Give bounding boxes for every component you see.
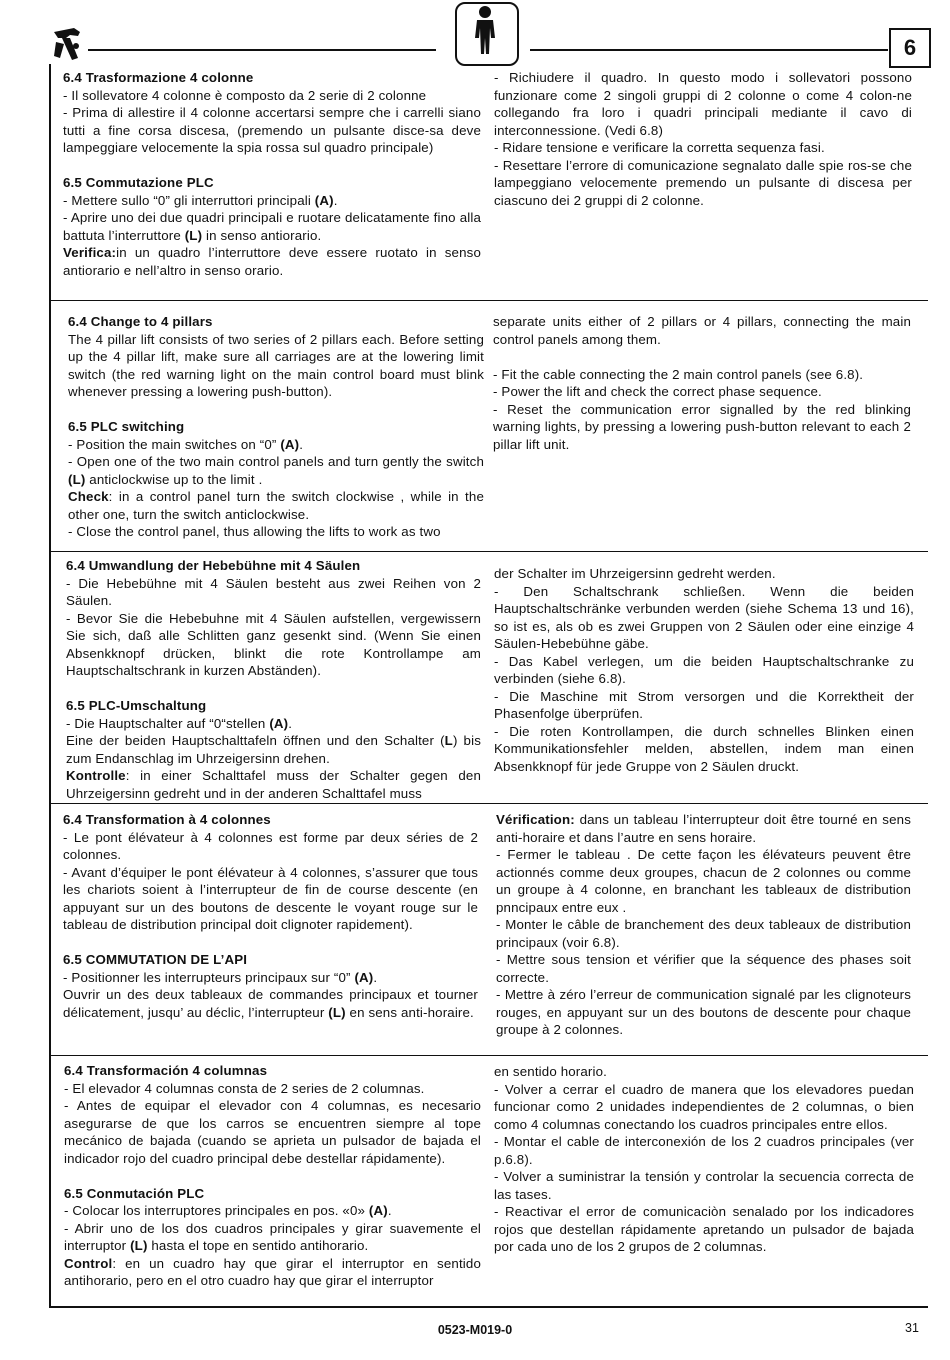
paragraph: Verifica:in un quadro l’interruttore deve essere ruotato in senso antiorario e nell’altro in senso orario. — [63, 245, 481, 278]
section-fr-right — [496, 811, 911, 1039]
paragraph: - El elevador 4 columnas consta de 2 series de 2 columnas. — [64, 1080, 425, 1096]
paragraph: Control: en un cuadro hay que girar el interruptor en sentido antihorario, pero en el otro cuadro hay que girar el interruptor — [64, 1255, 481, 1288]
heading-6-4-it: 6.4 Trasformazione 4 colonne — [63, 70, 254, 85]
page-number: 31 — [905, 1321, 919, 1335]
paragraph: - Die Hebebühne mit 4 Säulen besteht aus zwei Reihen von 2 Säulen. — [66, 575, 481, 608]
paragraph: der Schalter im Uhrzeigersinn gedreht werden. — [494, 566, 776, 581]
section-divider — [49, 1055, 928, 1056]
hammer-tool-logo-icon — [48, 24, 88, 62]
paragraph: - Bevor Sie die Hebebuhne mit 4 Säulen aufstellen, vergewissern Sie sich, daß alle Schlitten ganz gesenkt sind. (Wenn Sie einen Absenkknopf drücken, blinkt die rote Kontrollampe am Hauptschaltschrank in kurzen Abständen). — [66, 610, 481, 678]
paragraph: - Resettare l’errore di comunicazione segnalato dalle spie ros-se che lampeggiano velocemente premendo un pulsante di discesa per ciascuno dei 2 gruppi di 2 colonne. — [494, 157, 912, 208]
paragraph: - Prima di allestire il 4 colonne accertarsi sempre che i carrelli siano tutti a fine corsa discesa, (premendo un pulsante disce-sa deve lampeggiare velocemente la spia rossa sul quadro principale) — [63, 105, 481, 155]
heading-6-4-en: 6.4 Change to 4 pillars — [68, 314, 213, 329]
paragraph: - Das Kabel verlegen, um die beiden Hauptschaltschranke zu verbinden (siehe 6.8). — [494, 653, 914, 686]
paragraph: - Mettre sous tension et vérifier que la séquence des phases soit correcte. — [496, 952, 911, 985]
paragraph: - Abrir uno de los dos cuadros principales y girar suavemente el interruptor (L) hasta el tope en sentido antihorario. — [64, 1220, 481, 1253]
section-divider-bottom — [49, 1306, 928, 1308]
paragraph: - Position the main switches on “0” (A). — [68, 436, 304, 452]
heading-6-5-it: 6.5 Commutazione PLC — [63, 175, 214, 190]
paragraph: The 4 pillar lift consists of two series of 2 pillars each. Before setting up the 4 pillar lift, make sure all carriages are at the lowering limit switch (the red warning light on the main control board must blink whenever pressing a lowering push-button). — [68, 331, 484, 399]
section-fr-left — [63, 811, 478, 1021]
paragraph: - Volver a cerrar el cuadro de manera que los elevadores puedan funcionar como 2 unidades independientes de 2 columnas, o bien como 4 columnas conectando los cuadros principales entre ellos. — [494, 1081, 914, 1132]
paragraph: - Il sollevatore 4 colonne è composto da 2 serie di 2 colonne — [63, 87, 427, 103]
paragraph: Eine der beiden Hauptschalttafeln öffnen und den Schalter (L) bis zum Endanschlag im Uhrzeigersinn drehen. — [66, 733, 482, 766]
heading-6-4-fr: 6.4 Transformation à 4 colonnes — [63, 812, 271, 827]
paragraph: Vérification: dans un tableau l’interrupteur doit être tourné en sens anti-horaire et dans l’autre en sens horaire. — [496, 812, 911, 845]
paragraph: - Reactivar el error de comunicaciòn senalado por los indicadores rojos que destellan rápidamente apretando un pulsador de bajada por cada uno de los 2 grupos de 2 columnas. — [494, 1204, 914, 1254]
paragraph: - Die roten Kontrollampen, die durch schnelles Blinken einen Kommunikationsfehler melden, abstellen, indem man einen Absenkknopf für jede Gruppe von 2 Säulen druckt. — [494, 723, 914, 774]
paragraph: - Aprire uno dei due quadri principali e ruotare delicatamente fino alla battuta l’interruttore (L) in senso antiorario. — [63, 210, 481, 243]
heading-6-5-de: 6.5 PLC-Umschaltung — [66, 698, 207, 713]
paragraph: - Die Hauptschalter auf “0“stellen (A). — [66, 715, 293, 731]
paragraph: - Volver a suministrar la tensión y controlar la secuencia correcta de las tases. — [494, 1169, 914, 1202]
paragraph: Kontrolle: in einer Schalttafel muss der Schalter gegen den Uhrzeigersinn gedreht und in der anderen Schalttafel muss — [66, 768, 481, 801]
paragraph: en sentido horario. — [494, 1064, 607, 1079]
left-margin-rule — [49, 64, 51, 1308]
heading-6-5-en: 6.5 PLC switching — [68, 419, 185, 434]
paragraph: - Power the lift and check the correct phase sequence. — [493, 384, 822, 399]
paragraph: separate units either of 2 pillars or 4 pillars, connecting the main control panels among them. — [493, 314, 911, 347]
section-it-right — [494, 69, 912, 209]
heading-6-5-es: 6.5 Conmutación PLC — [64, 1185, 205, 1201]
paragraph: - Open one of the two main control panels and turn gently the switch (L) anticlockwise up to the limit . — [68, 454, 484, 487]
header-rule-right — [530, 49, 888, 51]
paragraph: - Den Schaltschrank schließen. Wenn die beiden Hauptschaltschränke verbunden werden (siehe Schema 13 und 16), so ist es, als ob es zwei Gruppen von 2 Säulen oder eine einzige 4 Säulen-Hebebühne gäbe. — [494, 583, 914, 651]
paragraph: - Fit the cable connecting the 2 main control panels (see 6.8). — [493, 366, 864, 382]
section-it-left — [63, 69, 481, 279]
section-de-right — [494, 565, 914, 775]
paragraph: Check: in a control panel turn the switch clockwise , while in the other one, turn the switch anticlockwise. — [68, 489, 484, 522]
paragraph: - Antes de equipar el elevador con 4 columnas, es necesario asegurarse de que los carros se encuentren siempre al tope mecánico de bajada (cuando se aprieta un pulsador de bajada el indicador rojo del cuadro principal debe destellar rápidamente). — [64, 1098, 481, 1166]
person-standing-icon — [455, 2, 515, 62]
section-de-left — [66, 557, 481, 802]
paragraph: - Richiudere il quadro. In questo modo i sollevatori possono funzionare come 2 singoli gruppi di 2 colonne o come 4 colon-ne collegando fra loro i quadri principali mediante il cavo di interconnessione. (Vedi 6.8) — [494, 70, 912, 138]
document-code: 0523-M019-0 — [437, 1323, 513, 1337]
paragraph: - Die Maschine mit Strom versorgen und die Korrektheit der Phasenfolge überprüfen. — [494, 688, 914, 721]
paragraph: - Colocar los interruptores principales en pos. «0» (A). — [64, 1203, 392, 1218]
section-en-left — [68, 313, 484, 541]
paragraph: Ouvrir un des deux tableaux de commandes principaux et tourner délicatement, jusqu’ au déclic, l’interrupteur (L) en sens anti-horaire. — [63, 987, 478, 1020]
header-rule-left — [88, 49, 436, 51]
heading-6-4-es: 6.4 Transformación 4 columnas — [64, 1063, 268, 1078]
paragraph: - Ridare tensione e verificare la corretta sequenza fasi. — [494, 140, 825, 155]
paragraph: - Close the control panel, thus allowing the lifts to work as two — [68, 524, 441, 539]
section-divider — [49, 803, 928, 804]
section-es-right — [494, 1063, 914, 1256]
section-divider — [49, 300, 928, 301]
paragraph: - Le pont élévateur à 4 colonnes est forme par deux séries de 2 colonnes. — [63, 829, 478, 862]
heading-6-5-fr: 6.5 COMMUTATION DE L’API — [63, 952, 248, 967]
paragraph: - Monter le câble de branchement des deux tableaux de distribution principaux (voir 6.8). — [496, 917, 911, 950]
paragraph: - Avant d’équiper le pont élévateur à 4 colonnes, s’assurer que tous les chariots soient à l’interrupteur de fin de course descente (en appuyant sur un des boutons de descente le voyant rouge sur le tableau de distribution principal doit clignoter rapidement). — [63, 864, 478, 932]
paragraph: - Mettere sullo “0” gli interruttori principali (A). — [63, 192, 338, 208]
paragraph: - Montar el cable de interconexión de los 2 cuadros principales (ver p.6.8). — [494, 1134, 914, 1167]
operator-symbol-box — [455, 2, 519, 66]
section-es-left — [64, 1062, 481, 1290]
heading-6-4-de: 6.4 Umwandlung der Hebebühne mit 4 Säulen — [66, 558, 361, 573]
paragraph: - Reset the communication error signalled by the red blinking warning lights, by pressing a lowering push-button relevant to each 2 pillar lift unit. — [493, 401, 911, 452]
chapter-number: 6 — [889, 28, 931, 68]
section-divider — [49, 551, 928, 552]
paragraph: - Fermer le tableau . De cette façon les élévateurs peuvent être actionnés comme deux groupes, chacun de 2 colonnes ou comme un groupe à 4 colonne, en branchant les tableaux de distribution pnncipaux entre eux . — [496, 847, 911, 915]
paragraph: - Mettre à zéro l’erreur de communication signalé par les clignoteurs rouges, en appuyant sur un des boutons de descente pour chaque groupe à 2 colonnes. — [496, 987, 911, 1037]
paragraph: - Positionner les interrupteurs principaux sur “0” (A). — [63, 969, 378, 985]
section-en-right — [493, 313, 911, 453]
